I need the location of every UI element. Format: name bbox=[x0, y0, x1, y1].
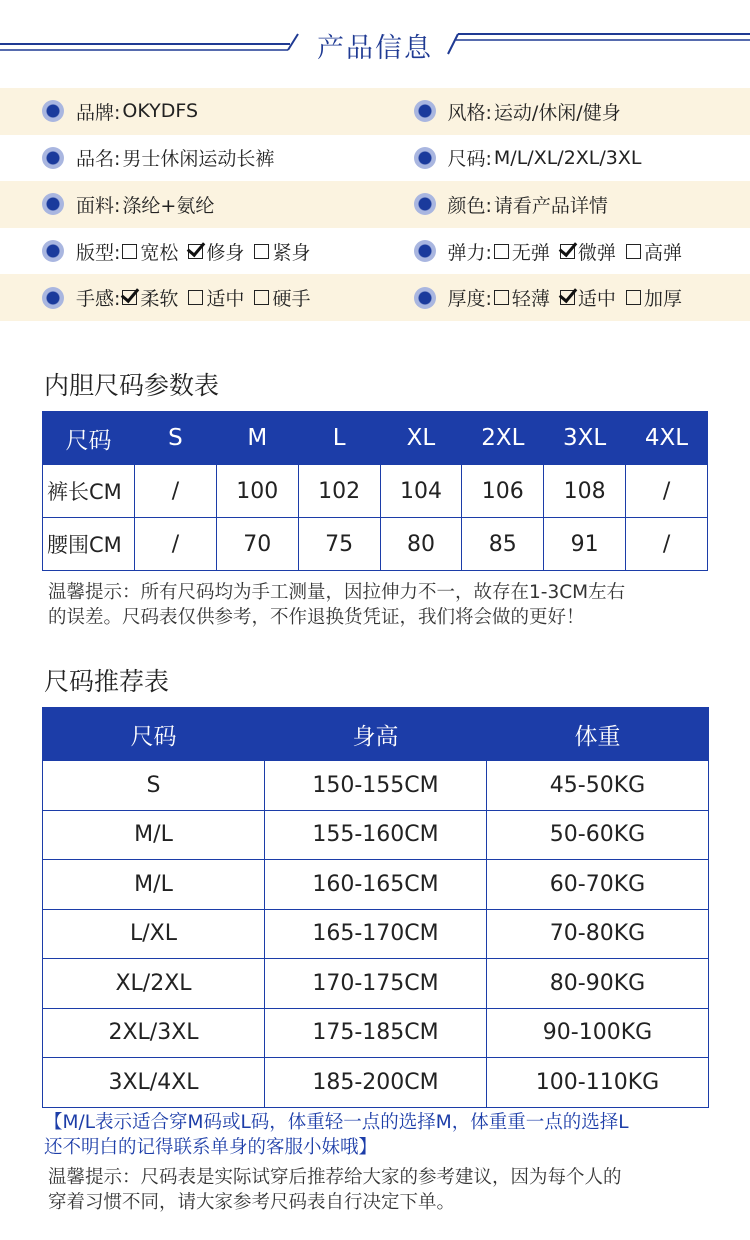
info-fit: 版型: 宽松 修身 紧身 bbox=[0, 238, 379, 265]
column-header: 4XL bbox=[626, 412, 708, 465]
info-style: 风格: 运动/休闲/健身 bbox=[4, 98, 750, 125]
checked-box-icon bbox=[122, 290, 137, 305]
table-cell: 50-60KG bbox=[487, 810, 709, 860]
recommend-table-title: 尺码推荐表 bbox=[44, 667, 170, 696]
checked-box-icon bbox=[560, 244, 575, 259]
bullet-icon bbox=[414, 100, 436, 122]
column-header: 3XL bbox=[544, 412, 626, 465]
table-cell: L/XL bbox=[43, 909, 265, 959]
table-row bbox=[43, 860, 709, 910]
elastic-options bbox=[494, 238, 692, 265]
option-label: 适中 bbox=[206, 288, 245, 311]
column-header: S bbox=[135, 412, 217, 465]
info-row bbox=[0, 135, 750, 182]
option-item bbox=[560, 284, 616, 311]
table-cell: M/L bbox=[43, 860, 265, 910]
option-label: 紧身 bbox=[272, 241, 311, 264]
table-row bbox=[43, 761, 709, 811]
info-row bbox=[0, 274, 750, 321]
bullet-icon bbox=[414, 147, 436, 169]
table-cell: 170-175CM bbox=[265, 959, 487, 1009]
page-title: 产品信息 bbox=[317, 33, 433, 64]
table-cell: 80 bbox=[380, 518, 462, 571]
checkbox-icon bbox=[494, 244, 509, 259]
info-row bbox=[0, 88, 750, 135]
bullet-icon bbox=[414, 240, 436, 262]
info-row bbox=[0, 228, 750, 275]
table-cell: 75 bbox=[298, 518, 380, 571]
table-cell: 175-185CM bbox=[265, 1008, 487, 1058]
option-label: 柔软 bbox=[140, 288, 179, 311]
table-cell: / bbox=[135, 465, 217, 518]
table-cell: 160-165CM bbox=[265, 860, 487, 910]
option-item bbox=[494, 284, 550, 311]
table-cell: 裤长CM bbox=[43, 465, 135, 518]
column-header: 身高 bbox=[265, 708, 487, 761]
table-cell: XL/2XL bbox=[43, 959, 265, 1009]
table-row bbox=[43, 518, 708, 571]
option-label: 硬手 bbox=[272, 288, 311, 311]
checkbox-icon bbox=[626, 290, 641, 305]
size-table-note: 温馨提示：所有尺码均为手工测量，因拉伸力不一，故存在1-3CM左右 的误差。尺码表仅供参考，不作退换货凭证，我们将会做的更好！ bbox=[48, 582, 626, 628]
bullet-icon bbox=[414, 193, 436, 215]
size-table bbox=[42, 411, 708, 571]
checkbox-icon bbox=[626, 244, 641, 259]
option-label: 轻薄 bbox=[511, 288, 550, 311]
table-cell: 91 bbox=[544, 518, 626, 571]
table-row bbox=[43, 1008, 709, 1058]
checked-box-icon bbox=[560, 290, 575, 305]
table-cell: 100-110KG bbox=[487, 1058, 709, 1108]
info-color: 颜色: 请看产品详情 bbox=[4, 191, 750, 218]
checkbox-icon bbox=[188, 290, 203, 305]
info-size: 尺码: M/L/XL/2XL/3XL bbox=[4, 144, 750, 171]
recommend-blue-note: 【M/L表示适合穿M码或L码，体重轻一点的选择M，体重重一点的选择L 还不明白的记得联系单身的客服小妹哦】 bbox=[44, 1112, 629, 1158]
table-cell: 70-80KG bbox=[487, 909, 709, 959]
checkbox-icon bbox=[254, 290, 269, 305]
checkbox-icon bbox=[494, 290, 509, 305]
option-label: 修身 bbox=[206, 241, 245, 264]
option-item bbox=[560, 238, 616, 265]
option-label: 高弹 bbox=[643, 241, 682, 264]
checkbox-icon bbox=[254, 244, 269, 259]
info-elastic: 弹力: 无弹 微弹 高弹 bbox=[4, 238, 750, 265]
table-row bbox=[43, 909, 709, 959]
column-header: 尺码 bbox=[43, 708, 265, 761]
table-row bbox=[43, 959, 709, 1009]
table-row bbox=[43, 1058, 709, 1108]
column-header: XL bbox=[380, 412, 462, 465]
table-cell: 185-200CM bbox=[265, 1058, 487, 1108]
table-cell: 102 bbox=[298, 465, 380, 518]
table-cell: 100 bbox=[216, 465, 298, 518]
option-item bbox=[626, 284, 682, 311]
info-thickness: 厚度: 轻薄 适中 加厚 bbox=[4, 284, 750, 311]
recommend-table-note: 温馨提示：尺码表是实际试穿后推荐给大家的参考建议，因为每个人的 穿着习惯不同，请大家参考尺码表自行决定下单。 bbox=[48, 1167, 622, 1213]
info-fabric: 面料: 涤纶+氨纶 bbox=[0, 191, 379, 218]
table-row bbox=[43, 810, 709, 860]
table-cell: 80-90KG bbox=[487, 959, 709, 1009]
table-cell: / bbox=[626, 465, 708, 518]
table-cell: 106 bbox=[462, 465, 544, 518]
checked-box-icon bbox=[188, 244, 203, 259]
table-cell: 104 bbox=[380, 465, 462, 518]
table-cell: 60-70KG bbox=[487, 860, 709, 910]
table-cell: 70 bbox=[216, 518, 298, 571]
table-cell: 165-170CM bbox=[265, 909, 487, 959]
table-cell: 2XL/3XL bbox=[43, 1008, 265, 1058]
info-row bbox=[0, 181, 750, 228]
table-cell: / bbox=[626, 518, 708, 571]
recommend-table bbox=[42, 707, 709, 1108]
info-name: 品名: 男士休闲运动长裤 bbox=[0, 144, 379, 171]
size-table-title: 内胆尺码参数表 bbox=[44, 371, 220, 400]
info-brand: 品牌: OKYDFS bbox=[0, 98, 379, 125]
option-label: 适中 bbox=[577, 288, 616, 311]
table-cell: 155-160CM bbox=[265, 810, 487, 860]
info-feel: 手感: 柔软 适中 硬手 bbox=[0, 284, 379, 311]
column-header: 尺码 bbox=[43, 412, 135, 465]
table-cell: 45-50KG bbox=[487, 761, 709, 811]
table-cell: 3XL/4XL bbox=[43, 1058, 265, 1108]
option-label: 加厚 bbox=[643, 288, 682, 311]
thickness-options bbox=[494, 284, 692, 311]
column-header: 体重 bbox=[487, 708, 709, 761]
column-header: 2XL bbox=[462, 412, 544, 465]
table-cell: 90-100KG bbox=[487, 1008, 709, 1058]
option-label: 宽松 bbox=[140, 241, 179, 264]
option-item bbox=[494, 238, 550, 265]
section-header bbox=[0, 0, 750, 80]
option-label: 微弹 bbox=[577, 241, 616, 264]
table-cell: 150-155CM bbox=[265, 761, 487, 811]
table-header-row bbox=[43, 412, 708, 465]
table-cell: S bbox=[43, 761, 265, 811]
table-cell: M/L bbox=[43, 810, 265, 860]
column-header: L bbox=[298, 412, 380, 465]
option-item bbox=[626, 238, 682, 265]
table-header-row bbox=[43, 708, 709, 761]
checkbox-icon bbox=[122, 244, 137, 259]
bullet-icon bbox=[414, 287, 436, 309]
table-row bbox=[43, 465, 708, 518]
table-cell: 85 bbox=[462, 518, 544, 571]
product-info bbox=[0, 88, 750, 321]
table-cell: / bbox=[135, 518, 217, 571]
table-cell: 108 bbox=[544, 465, 626, 518]
table-cell: 腰围CM bbox=[43, 518, 135, 571]
column-header: M bbox=[216, 412, 298, 465]
option-label: 无弹 bbox=[511, 241, 550, 264]
